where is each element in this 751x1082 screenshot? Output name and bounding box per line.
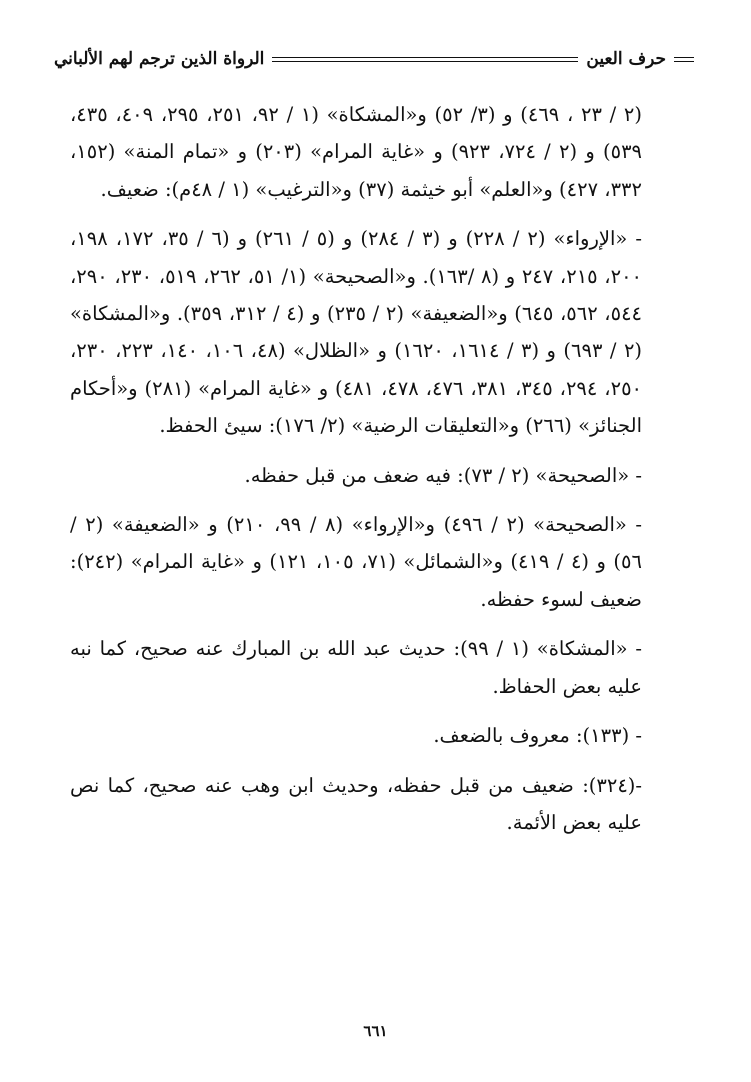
entry-1 [70, 96, 642, 208]
running-header [54, 44, 694, 74]
entry-text: - (١٣٣): معروف بالضعف. [433, 724, 642, 748]
section-title: الرواة الذين ترجم لهم الألباني [54, 49, 265, 69]
entry-4 [70, 506, 642, 618]
entry-6 [70, 717, 642, 754]
entry-text: - «المشكاة» (١ / ٩٩): حديث عبد الله بن المبارك عنه صحيح، كما نبه عليه بعض الحفاظ. [70, 637, 642, 698]
entry-7 [70, 767, 642, 842]
entry-text: (٢ / ٢٣ ، ٤٦٩) و (٣/ ٥٢) و«المشكاة» (١ / ٩٢، ٢٥١، ٢٩٥، ٤٠٩، ٤٣٥، ٥٣٩) و (٢ / ٧٢٤، ٩٢٣) و «غاية المرام» (٢٠٣) و «تمام المنة» (١٥٢، ٣٣٢، ٤٢٧) و«العلم» أبو خيثمة (٣٧) و«الترغيب» (١ / ٤٨م): ضعيف. [70, 103, 643, 201]
entry-5 [70, 630, 642, 705]
entry-3 [70, 457, 642, 494]
entry-text: - «الصحيحة» (٢ / ٧٣): فيه ضعف من قبل حفظه. [244, 463, 642, 487]
header-dash [674, 57, 694, 62]
page-number: ٦٦١ [363, 1022, 388, 1040]
entry-text: - «الصحيحة» (٢ / ٤٩٦) و«الإرواء» (٨ / ٩٩، ٢١٠) و «الضعيفة» (٢ / ٥٦) و (٤ / ٤١٩) و«الشمائل» (٧١، ١٠٥، ١٢١) و «غاية المرام» (٢٤٢): ضعيف لسوء حفظه. [70, 513, 643, 611]
header-rule [272, 57, 578, 62]
chapter-title: حرف العين [586, 49, 666, 69]
entry-2 [70, 220, 642, 444]
entry-text: - «الإرواء» (٢ / ٢٢٨) و (٣ / ٢٨٤) و (٥ / ٢٦١) و (٦ / ٣٥، ١٧٢، ١٩٨، ٢٠٠، ٢١٥، ٢٤٧ و (٨ /١٦٣). و«الصحيحة» (١/ ٥١، ٢٦٢، ٥١٩، ٢٣٠، ٢٩٠، ٥٤٤، ٥٦٢، ٦٤٥) و«الضعيفة» (٢ / ٢٣٥) و (٤ / ٣١٢، ٣٥٩). و«المشكاة» (٢ / ٦٩٣) و (٣ / ١٦١٤، ١٦٢٠) و «الظلال» (٤٨، ١٠٦، ١٤٠، ٢٢٣، ٢٣٠، ٢٥٠، ٢٩٤، ٣٤٥، ٣٨١، ٤٧٦، ٤٧٨، ٤٨١) و «غاية المرام» (٢٨١) و«أحكام الجنائز» (٢٦٦) و«التعليقات الرضية» (٢/ ١٧٦): سيئ الحفظ. [70, 227, 643, 438]
entry-text: -(٣٢٤): ضعيف من قبل حفظه، وحديث ابن وهب عنه صحيح، كما نص عليه بعض الأئمة. [70, 773, 642, 834]
body-text [70, 96, 642, 853]
